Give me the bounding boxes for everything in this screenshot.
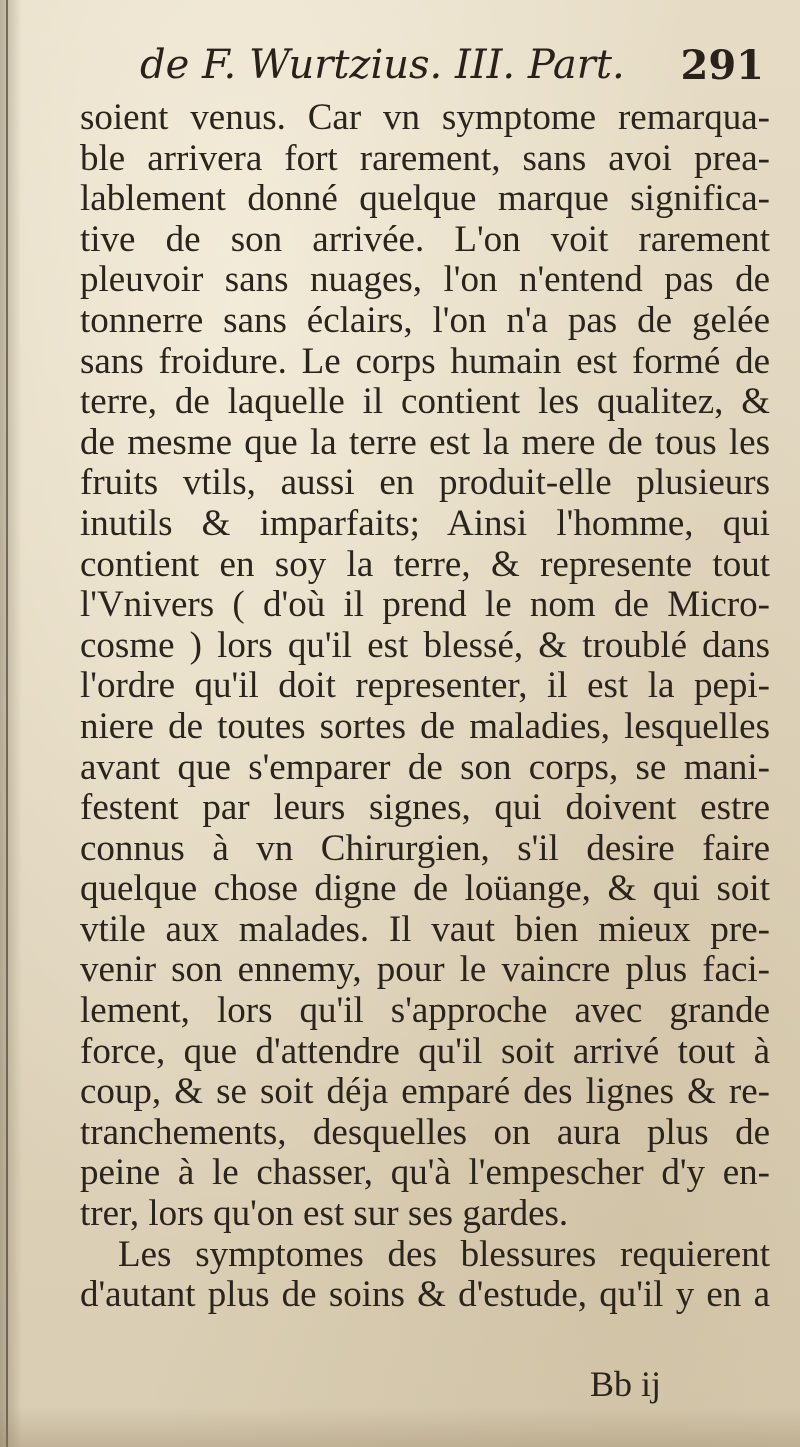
text-line: sans froidure. Le corps humain est formé de bbox=[80, 340, 770, 382]
text-line: terre, de laquelle il contient les qualitez, & bbox=[80, 381, 770, 423]
text-line: ble arrivera fort rarement, sans avoi prea- bbox=[80, 137, 770, 179]
text-line: trer, lors qu'on est sur ses gardes. bbox=[80, 1193, 569, 1235]
text-line: venir son ennemy, pour le vaincre plus faci- bbox=[80, 949, 770, 991]
text-line: avant que s'emparer de son corps, se mani- bbox=[80, 746, 770, 788]
page-header bbox=[140, 42, 780, 88]
text-line: Les symptomes des blessures requierent bbox=[118, 1233, 770, 1275]
text-line: contient en soy la terre, & represente tout bbox=[80, 543, 770, 585]
running-title: de F. Wurtzius. III. Part. bbox=[140, 42, 625, 88]
text-line: quelque chose digne de loüange, & qui soit bbox=[80, 868, 770, 910]
text-line: soient venus. Car vn symptome remarqua- bbox=[80, 97, 770, 138]
signature-mark: Bb ij bbox=[590, 1364, 662, 1404]
text-line: pleuvoir sans nuages, l'on n'entend pas de bbox=[80, 259, 770, 301]
text-line: l'Vnivers ( d'où il prend le nom de Micro- bbox=[80, 584, 770, 626]
page-number: 291 bbox=[680, 42, 764, 89]
text-line: d'autant plus de soins & d'estude, qu'il y en a bbox=[80, 1274, 770, 1316]
text-line: lement, lors qu'il s'approche avec grande bbox=[80, 990, 770, 1032]
text-line: fruits vtils, aussi en produit-elle plusieurs bbox=[80, 462, 770, 504]
text-line: l'ordre qu'il doit representer, il est la pepi- bbox=[80, 665, 770, 707]
text-line: force, que d'attendre qu'il soit arrivé tout à bbox=[80, 1030, 770, 1072]
text-line: coup, & se soit déja emparé des lignes & re- bbox=[80, 1071, 770, 1113]
text-line: vtile aux malades. Il vaut bien mieux pre- bbox=[80, 908, 770, 950]
page-edge-shadow bbox=[0, 0, 22, 1447]
text-line: tranchements, desquelles on aura plus de bbox=[80, 1111, 770, 1153]
text-line: festent par leurs signes, qui doivent estre bbox=[80, 787, 770, 829]
text-line: niere de toutes sortes de maladies, lesquelles bbox=[80, 705, 770, 747]
text-line: tonnerre sans éclairs, l'on n'a pas de gelée bbox=[80, 299, 770, 341]
text-line: connus à vn Chirurgien, s'il desire faire bbox=[80, 827, 770, 869]
text-line: de mesme que la terre est la mere de tous les bbox=[80, 421, 770, 463]
text-line: lablement donné quelque marque significa- bbox=[80, 178, 770, 220]
text-line: tive de son arrivée. L'on voit rarement bbox=[80, 218, 770, 260]
text-line: inutils & imparfaits; Ainsi l'homme, qui bbox=[80, 502, 770, 544]
text-line: peine à le chasser, qu'à l'empescher d'y en- bbox=[80, 1152, 770, 1194]
body-text bbox=[80, 98, 770, 1316]
text-line: cosme ) lors qu'il est blessé, & troublé dans bbox=[80, 624, 770, 666]
page-binding-edge bbox=[6, 0, 8, 1447]
page-bottom-shade bbox=[0, 1407, 800, 1447]
